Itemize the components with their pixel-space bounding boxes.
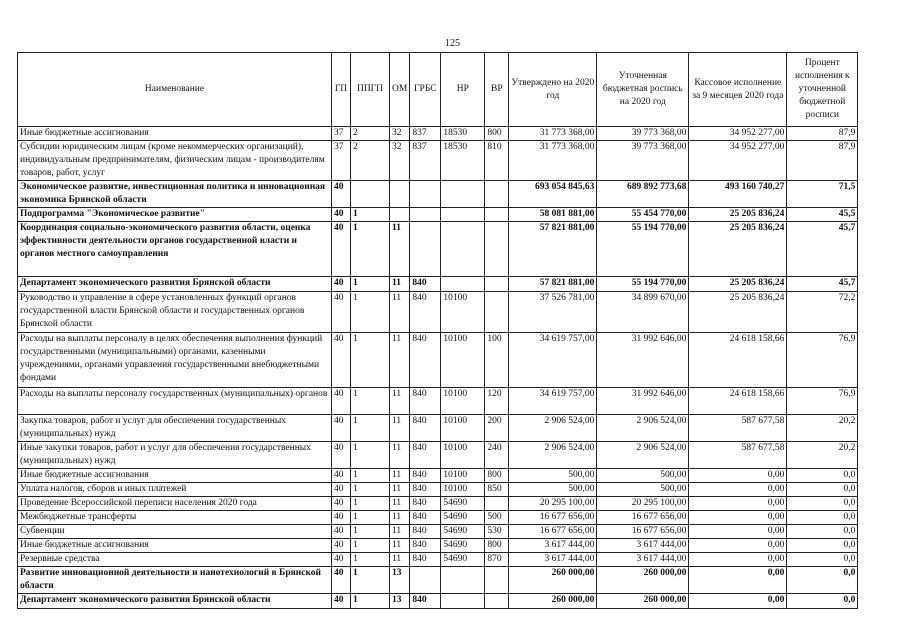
row-percent: 20,2: [787, 442, 858, 469]
row-cash: 587 677,58: [689, 442, 787, 469]
row-cash: 25 205 836,24: [689, 292, 787, 333]
row-name: Расходы на выплаты персоналу государственных (муниципальных) органов: [18, 388, 332, 415]
row-vr: 530: [485, 525, 509, 539]
row-approved: 3 617 444,00: [509, 539, 597, 553]
row-ppgp: 1: [351, 483, 390, 497]
row-ppgp: 1: [351, 553, 390, 567]
row-om: 11: [390, 333, 410, 388]
row-approved: 3 617 444,00: [509, 553, 597, 567]
row-gp: 40: [332, 483, 351, 497]
row-refined: 20 295 100,00: [597, 497, 689, 511]
row-cash: 24 618 158,66: [689, 388, 787, 415]
row-gp: 40: [332, 539, 351, 553]
header-cash: Кассовое исполнение за 9 месяцев 2020 года: [689, 53, 787, 127]
row-gp: 40: [332, 388, 351, 415]
table-row: [18, 222, 858, 277]
row-vr: [485, 567, 509, 594]
row-cash: 587 677,58: [689, 415, 787, 442]
row-name: Иные бюджетные ассигнования: [18, 127, 332, 141]
row-gp: 40: [332, 277, 351, 292]
row-nr: 54690: [441, 525, 485, 539]
row-nr: 10100: [441, 333, 485, 388]
row-refined: 3 617 444,00: [597, 553, 689, 567]
row-ppgp: 1: [351, 208, 390, 222]
row-gp: 40: [332, 442, 351, 469]
row-nr: [441, 594, 485, 609]
row-percent: 71,5: [787, 181, 858, 208]
row-ppgp: 1: [351, 525, 390, 539]
row-name: Иные бюджетные ассигнования: [18, 539, 332, 553]
row-percent: 45,7: [787, 222, 858, 277]
table-row: [18, 141, 858, 181]
header-vr: ВР: [485, 53, 509, 127]
row-om: 11: [390, 277, 410, 292]
row-nr: 54690: [441, 539, 485, 553]
row-nr: 54690: [441, 553, 485, 567]
row-grbs: 840: [410, 525, 441, 539]
row-grbs: 840: [410, 497, 441, 511]
row-gp: 40: [332, 594, 351, 609]
row-name: Уплата налогов, сборов и иных платежей: [18, 483, 332, 497]
row-approved: 500,00: [509, 469, 597, 483]
row-om: 13: [390, 594, 410, 609]
row-gp: 40: [332, 208, 351, 222]
row-nr: 18530: [441, 141, 485, 181]
row-nr: 18530: [441, 127, 485, 141]
row-om: 11: [390, 388, 410, 415]
row-grbs: 837: [410, 141, 441, 181]
row-gp: 40: [332, 222, 351, 277]
row-om: [390, 181, 410, 208]
row-percent: 0,0: [787, 553, 858, 567]
table-row: [18, 415, 858, 442]
row-om: 32: [390, 127, 410, 141]
row-ppgp: 1: [351, 511, 390, 525]
row-refined: 260 000,00: [597, 567, 689, 594]
row-vr: 240: [485, 442, 509, 469]
row-om: 11: [390, 292, 410, 333]
table-row: [18, 208, 858, 222]
row-om: 11: [390, 222, 410, 277]
row-vr: 120: [485, 388, 509, 415]
row-refined: 500,00: [597, 469, 689, 483]
header-gp: ГП: [332, 53, 351, 127]
row-percent: 0,0: [787, 511, 858, 525]
row-om: 11: [390, 553, 410, 567]
row-grbs: 840: [410, 511, 441, 525]
row-ppgp: 1: [351, 442, 390, 469]
table-row: [18, 553, 858, 567]
row-grbs: 840: [410, 292, 441, 333]
row-percent: 0,0: [787, 483, 858, 497]
row-ppgp: 2: [351, 127, 390, 141]
row-name: Закупка товаров, работ и услуг для обеспечения государственных (муниципальных) нужд: [18, 415, 332, 442]
table-row: [18, 388, 858, 415]
row-om: 11: [390, 442, 410, 469]
header-name: Наименование: [18, 53, 332, 127]
row-om: 11: [390, 483, 410, 497]
row-cash: 0,00: [689, 539, 787, 553]
row-cash: 0,00: [689, 483, 787, 497]
row-vr: 800: [485, 127, 509, 141]
row-percent: 45,7: [787, 277, 858, 292]
row-cash: 0,00: [689, 594, 787, 609]
row-name: Экономическое развитие, инвестиционная политика и инновационная экономика Брянской области: [18, 181, 332, 208]
row-grbs: 837: [410, 127, 441, 141]
row-cash: 0,00: [689, 567, 787, 594]
row-percent: 76,9: [787, 333, 858, 388]
row-name: Иные бюджетные ассигнования: [18, 469, 332, 483]
row-grbs: [410, 567, 441, 594]
row-nr: 10100: [441, 388, 485, 415]
row-approved: 57 821 881,00: [509, 222, 597, 277]
table-row: [18, 497, 858, 511]
row-vr: 200: [485, 415, 509, 442]
row-ppgp: [351, 181, 390, 208]
row-percent: 0,0: [787, 594, 858, 609]
row-nr: 10100: [441, 483, 485, 497]
row-percent: 0,0: [787, 567, 858, 594]
row-refined: 55 194 770,00: [597, 277, 689, 292]
row-approved: 57 821 881,00: [509, 277, 597, 292]
row-ppgp: 1: [351, 222, 390, 277]
row-nr: 10100: [441, 469, 485, 483]
row-approved: 20 295 100,00: [509, 497, 597, 511]
row-grbs: 840: [410, 442, 441, 469]
row-vr: [485, 222, 509, 277]
row-name: Координация социально-экономического развития области, оценка эффективности деятельности органов государственной власти и органов местного самоуправления: [18, 222, 332, 277]
row-name: Департамент экономического развития Брянской области: [18, 277, 332, 292]
row-percent: 0,0: [787, 469, 858, 483]
row-gp: 40: [332, 525, 351, 539]
table-row: [18, 442, 858, 469]
row-refined: 39 773 368,00: [597, 127, 689, 141]
row-ppgp: 1: [351, 469, 390, 483]
row-gp: 40: [332, 469, 351, 483]
header-ppgp: ППГП: [351, 53, 390, 127]
table-row: [18, 567, 858, 594]
row-nr: [441, 222, 485, 277]
row-percent: 45,5: [787, 208, 858, 222]
row-gp: 40: [332, 333, 351, 388]
row-name: Субсидии юридическим лицам (кроме некоммерческих организаций), индивидуальным предпринимателям, физическим лицам - производителям товаров, работ, услуг: [18, 141, 332, 181]
row-grbs: 840: [410, 415, 441, 442]
row-om: 11: [390, 525, 410, 539]
row-gp: 40: [332, 497, 351, 511]
row-om: 13: [390, 567, 410, 594]
row-refined: 16 677 656,00: [597, 511, 689, 525]
row-ppgp: 1: [351, 415, 390, 442]
row-nr: 10100: [441, 442, 485, 469]
row-cash: 0,00: [689, 469, 787, 483]
row-approved: 2 906 524,00: [509, 415, 597, 442]
table-row: [18, 525, 858, 539]
row-cash: 25 205 836,24: [689, 222, 787, 277]
row-percent: 20,2: [787, 415, 858, 442]
row-approved: 34 619 757,00: [509, 333, 597, 388]
table-row: [18, 594, 858, 609]
row-vr: 800: [485, 469, 509, 483]
row-om: [390, 208, 410, 222]
row-grbs: 840: [410, 594, 441, 609]
row-gp: 40: [332, 511, 351, 525]
row-vr: [485, 292, 509, 333]
row-approved: 31 773 368,00: [509, 127, 597, 141]
row-ppgp: 1: [351, 497, 390, 511]
row-refined: 3 617 444,00: [597, 539, 689, 553]
row-approved: 16 677 656,00: [509, 525, 597, 539]
row-name: Межбюджетные трансферты: [18, 511, 332, 525]
row-grbs: [410, 208, 441, 222]
row-vr: 500: [485, 511, 509, 525]
row-name: Развитие инновационной деятельности и нанотехнологий в Брянской области: [18, 567, 332, 594]
row-cash: 25 205 836,24: [689, 208, 787, 222]
row-om: 11: [390, 415, 410, 442]
row-om: 11: [390, 469, 410, 483]
row-refined: 2 906 524,00: [597, 442, 689, 469]
row-gp: 40: [332, 567, 351, 594]
row-om: 11: [390, 497, 410, 511]
row-approved: 37 526 781,00: [509, 292, 597, 333]
row-refined: 500,00: [597, 483, 689, 497]
page-number: 125: [445, 38, 460, 49]
table-row: [18, 483, 858, 497]
row-ppgp: 1: [351, 292, 390, 333]
row-approved: 500,00: [509, 483, 597, 497]
row-vr: [485, 277, 509, 292]
row-name: Расходы на выплаты персоналу в целях обеспечения выполнения функций государственными (муниципальными) органами, казенными учреждениями, органами управления государственными внебюджетными фондами: [18, 333, 332, 388]
table-body: [18, 127, 858, 609]
row-approved: 260 000,00: [509, 567, 597, 594]
row-nr: [441, 181, 485, 208]
row-vr: 100: [485, 333, 509, 388]
row-refined: 39 773 368,00: [597, 141, 689, 181]
row-refined: 31 992 646,00: [597, 388, 689, 415]
row-percent: 76,9: [787, 388, 858, 415]
row-gp: 37: [332, 141, 351, 181]
row-cash: 0,00: [689, 511, 787, 525]
row-cash: 0,00: [689, 553, 787, 567]
row-om: 32: [390, 141, 410, 181]
row-ppgp: 2: [351, 141, 390, 181]
row-nr: 54690: [441, 497, 485, 511]
table-row: [18, 127, 858, 141]
row-cash: 25 205 836,24: [689, 277, 787, 292]
row-percent: 0,0: [787, 539, 858, 553]
row-vr: [485, 497, 509, 511]
row-grbs: 840: [410, 483, 441, 497]
table-row: [18, 333, 858, 388]
row-gp: 40: [332, 553, 351, 567]
header-percent: Процент исполнения к уточненной бюджетной росписи: [787, 53, 858, 127]
row-ppgp: 1: [351, 277, 390, 292]
row-approved: 16 677 656,00: [509, 511, 597, 525]
row-gp: 40: [332, 415, 351, 442]
row-approved: 260 000,00: [509, 594, 597, 609]
row-cash: 24 618 158,66: [689, 333, 787, 388]
row-cash: 34 952 277,00: [689, 127, 787, 141]
row-vr: 810: [485, 141, 509, 181]
row-gp: 37: [332, 127, 351, 141]
row-grbs: 840: [410, 539, 441, 553]
table-row: [18, 539, 858, 553]
row-nr: [441, 208, 485, 222]
row-vr: [485, 181, 509, 208]
row-grbs: 840: [410, 388, 441, 415]
row-percent: 0,0: [787, 497, 858, 511]
row-vr: 800: [485, 539, 509, 553]
row-grbs: 840: [410, 553, 441, 567]
table-row: [18, 469, 858, 483]
row-percent: 0,0: [787, 525, 858, 539]
row-nr: [441, 567, 485, 594]
row-gp: 40: [332, 181, 351, 208]
row-refined: 689 892 773,68: [597, 181, 689, 208]
row-nr: 10100: [441, 415, 485, 442]
row-percent: 72,2: [787, 292, 858, 333]
header-approved: Утверждено на 2020 год: [509, 53, 597, 127]
row-refined: 2 906 524,00: [597, 415, 689, 442]
row-name: Руководство и управление в сфере установленных функций органов государственной власти Брянской области и государственных органов Брянской области: [18, 292, 332, 333]
row-name: Департамент экономического развития Брянской области: [18, 594, 332, 609]
row-gp: 40: [332, 292, 351, 333]
row-refined: 55 194 770,00: [597, 222, 689, 277]
table-row: [18, 181, 858, 208]
table-header-row: [18, 53, 858, 127]
row-refined: 31 992 646,00: [597, 333, 689, 388]
row-ppgp: 1: [351, 388, 390, 415]
header-om: ОМ: [390, 53, 410, 127]
row-grbs: 840: [410, 333, 441, 388]
header-nr: НР: [441, 53, 485, 127]
row-name: Подпрограмма "Экономическое развитие": [18, 208, 332, 222]
row-vr: [485, 594, 509, 609]
row-grbs: [410, 181, 441, 208]
row-refined: 55 454 770,00: [597, 208, 689, 222]
row-name: Резервные средства: [18, 553, 332, 567]
row-ppgp: 1: [351, 594, 390, 609]
row-grbs: [410, 222, 441, 277]
row-approved: 34 619 757,00: [509, 388, 597, 415]
table-row: [18, 511, 858, 525]
row-ppgp: 1: [351, 333, 390, 388]
row-approved: 31 773 368,00: [509, 141, 597, 181]
row-nr: 54690: [441, 511, 485, 525]
row-om: 11: [390, 511, 410, 525]
row-grbs: 840: [410, 277, 441, 292]
table-row: [18, 292, 858, 333]
row-cash: 0,00: [689, 525, 787, 539]
row-approved: 693 054 845,63: [509, 181, 597, 208]
row-ppgp: 1: [351, 539, 390, 553]
row-ppgp: 1: [351, 567, 390, 594]
row-percent: 87,9: [787, 127, 858, 141]
row-nr: 10100: [441, 292, 485, 333]
row-approved: 58 081 881,00: [509, 208, 597, 222]
row-vr: 870: [485, 553, 509, 567]
row-name: Иные закупки товаров, работ и услуг для обеспечения государственных (муниципальных) нужд: [18, 442, 332, 469]
row-refined: 16 677 656,00: [597, 525, 689, 539]
row-cash: 0,00: [689, 497, 787, 511]
header-refined: Уточненная бюджетная роспись на 2020 год: [597, 53, 689, 127]
row-nr: [441, 277, 485, 292]
row-refined: 34 899 670,00: [597, 292, 689, 333]
row-approved: 2 906 524,00: [509, 442, 597, 469]
row-vr: [485, 208, 509, 222]
row-om: 11: [390, 539, 410, 553]
row-grbs: 840: [410, 469, 441, 483]
row-refined: 260 000,00: [597, 594, 689, 609]
row-vr: 850: [485, 483, 509, 497]
header-grbs: ГРБС: [410, 53, 441, 127]
row-cash: 34 952 277,00: [689, 141, 787, 181]
row-name: Субвенции: [18, 525, 332, 539]
row-cash: 493 160 740,27: [689, 181, 787, 208]
table-row: [18, 277, 858, 292]
budget-table: [17, 52, 858, 609]
row-name: Проведение Всероссийской переписи населения 2020 года: [18, 497, 332, 511]
row-percent: 87,9: [787, 141, 858, 181]
